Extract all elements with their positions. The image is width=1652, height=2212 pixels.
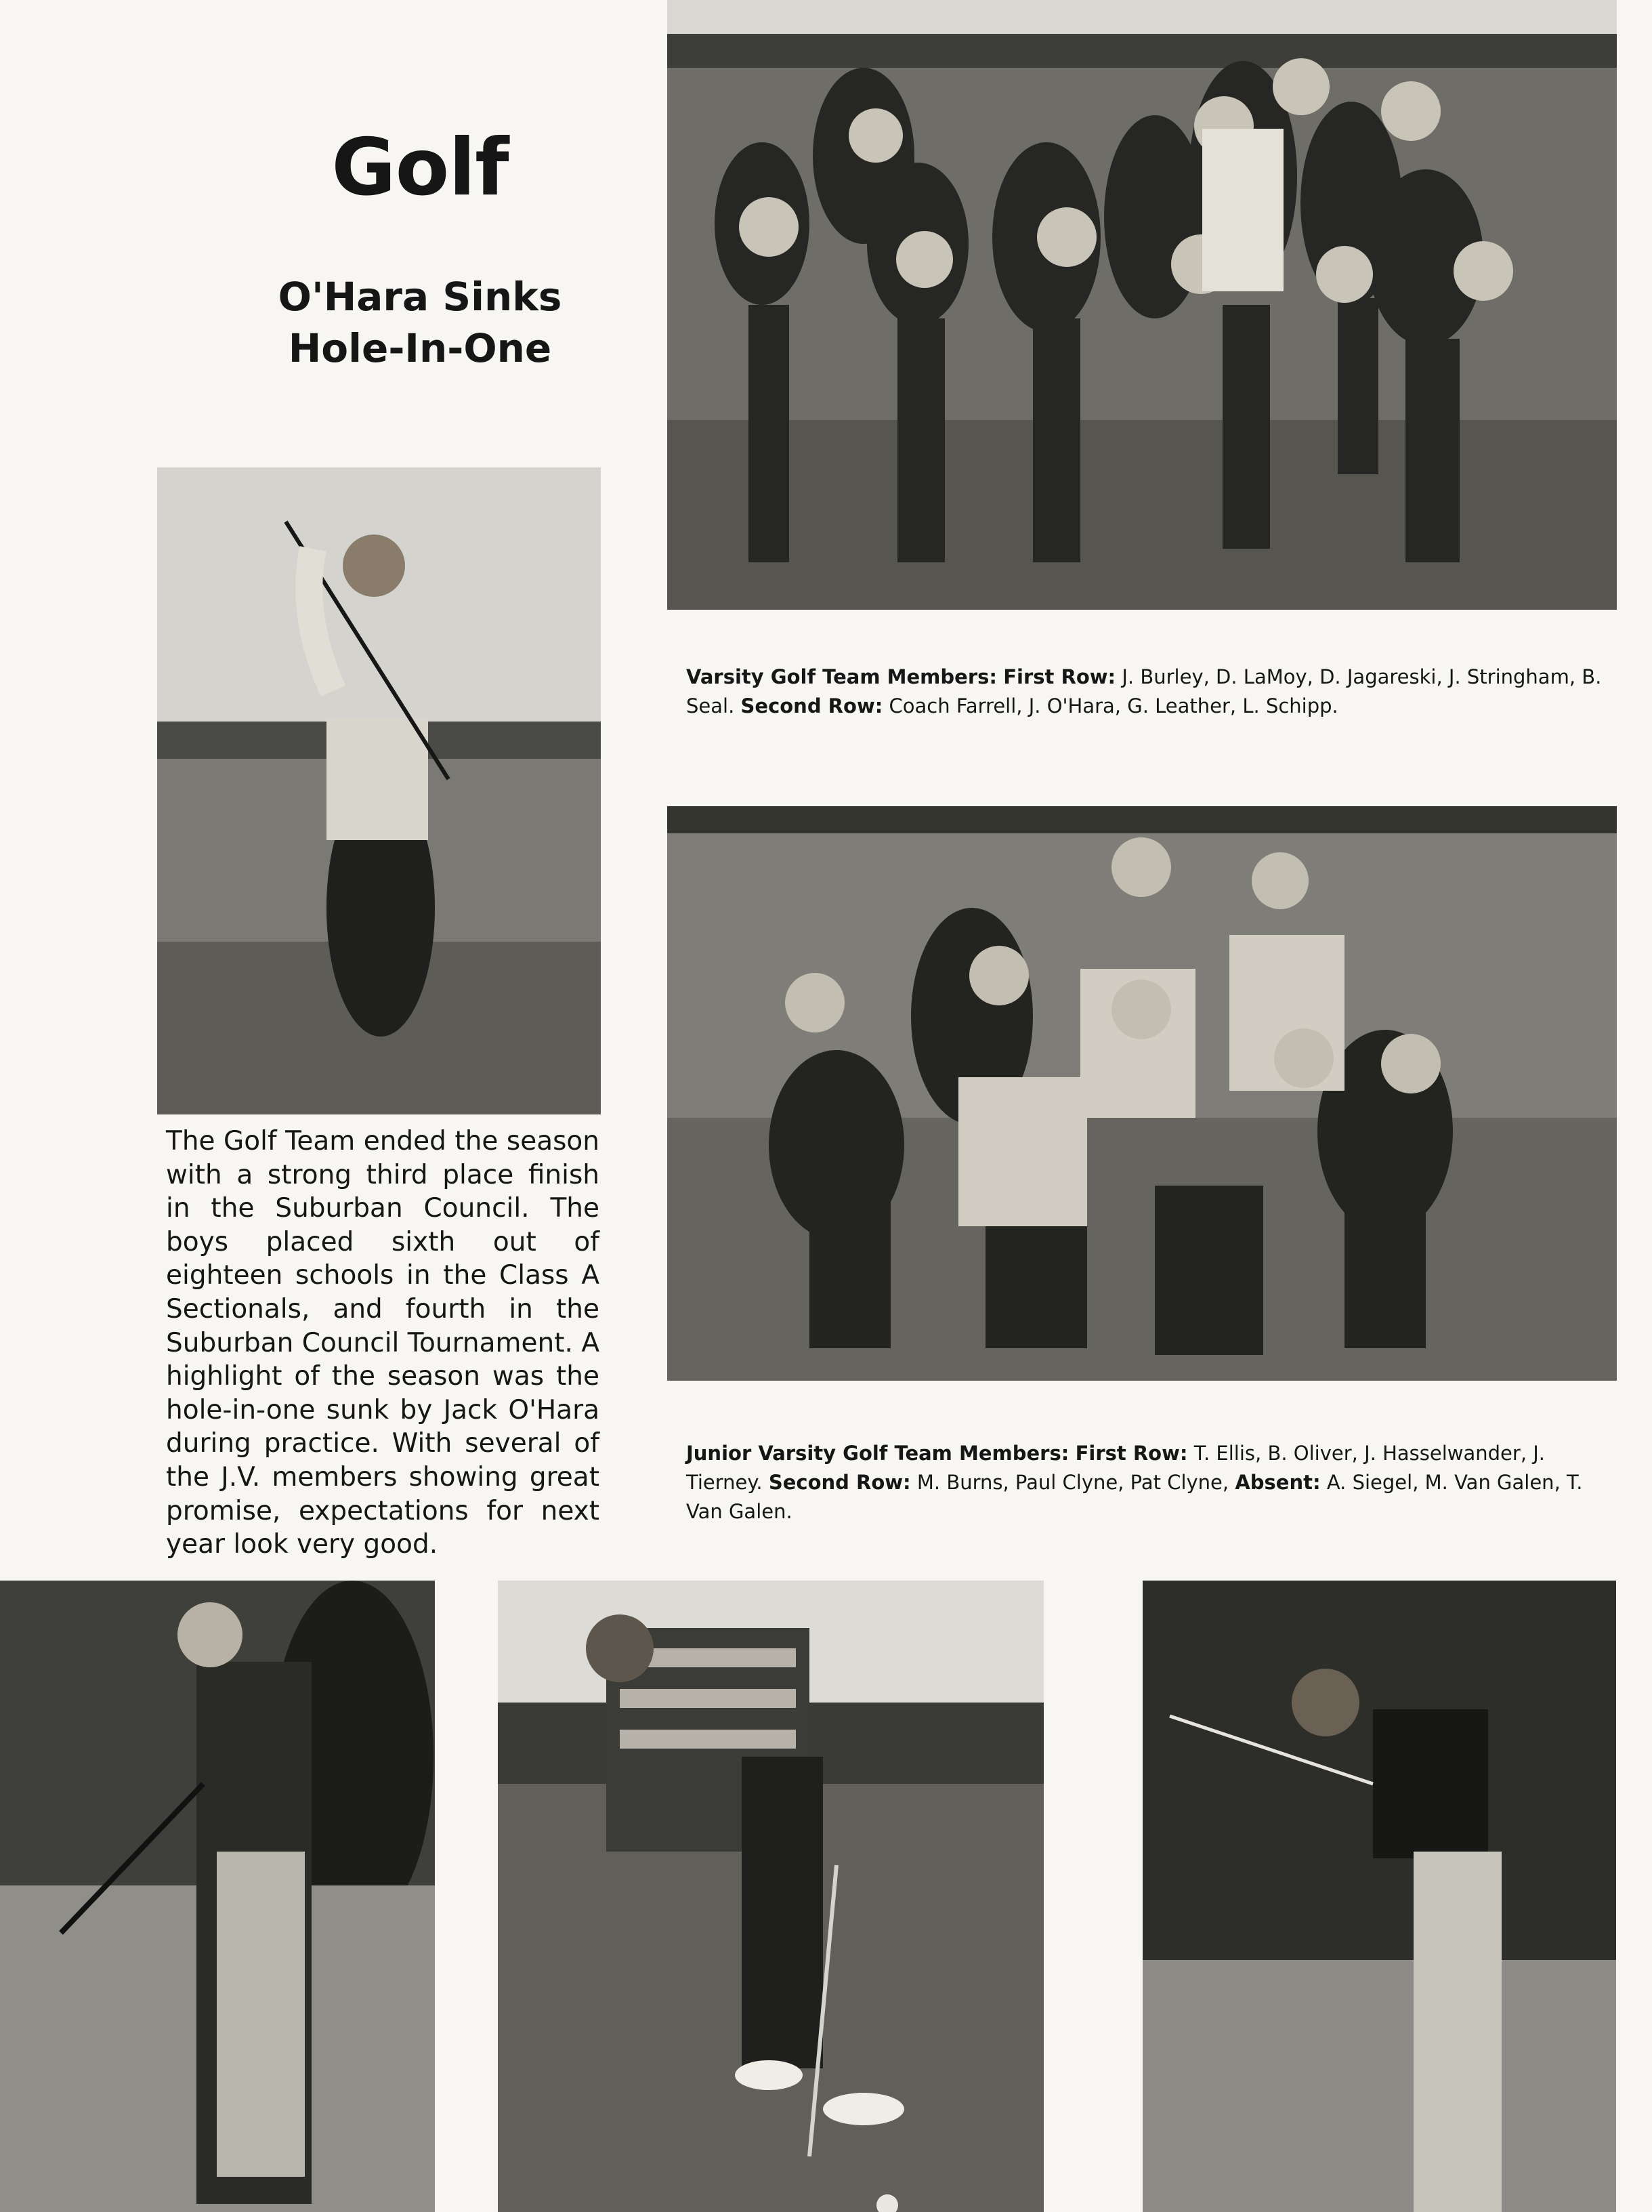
golfer-swing-photo (157, 467, 601, 1114)
jv-second-row-label: Second Row: (768, 1471, 911, 1494)
jv-team-photo (667, 806, 1617, 1381)
jv-first-row-names: T. Ellis, B. Oliver, J. Hasselwander, J. Tierney. (686, 1442, 1546, 1494)
golfer-walking-photo (0, 1581, 435, 2212)
golfer-putting-photo (498, 1581, 1044, 2212)
varsity-first-row-label: First Row: (1003, 665, 1116, 688)
subtitle-line-2: Hole-In-One (288, 325, 552, 371)
varsity-second-row-names: Coach Farrell, J. O'Hara, G. Leather, L. Schipp. (889, 694, 1338, 717)
varsity-team-photo (667, 0, 1617, 610)
jv-absent-names: A. Siegel, M. Van Galen, T. Van Galen. (686, 1471, 1583, 1523)
varsity-first-row-names: J. Burley, D. LaMoy, D. Jagareski, J. Stringham, B. Seal. (686, 665, 1602, 717)
page-subtitle (196, 271, 643, 374)
golfer-chipping-photo (1143, 1581, 1616, 2212)
varsity-caption-label: Varsity Golf Team Members: (686, 665, 997, 688)
varsity-second-row-label: Second Row: (740, 694, 883, 717)
jv-first-row-label: First Row: (1075, 1442, 1188, 1465)
page-title: Golf (331, 122, 509, 213)
subtitle-line-1: O'Hara Sinks (278, 274, 562, 320)
jv-second-row-names: M. Burns, Paul Clyne, Pat Clyne, (916, 1471, 1229, 1494)
article-body: The Golf Team ended the season with a strong third place finish in the Suburban Council. The boys placed sixth out of eighteen schools in the Class A Sectionals, and fourth in the Suburban Council Tournament. A highlight of the season was the hole-in-one sunk by Jack O'Hara during practice. With several of the J.V. members showing great promise, expectations for next year look very good. (166, 1126, 599, 1560)
jv-caption-label: Junior Varsity Golf Team Members: (686, 1442, 1069, 1465)
varsity-caption (686, 663, 1607, 721)
jv-absent-label: Absent: (1235, 1471, 1321, 1494)
jv-caption (686, 1439, 1607, 1526)
